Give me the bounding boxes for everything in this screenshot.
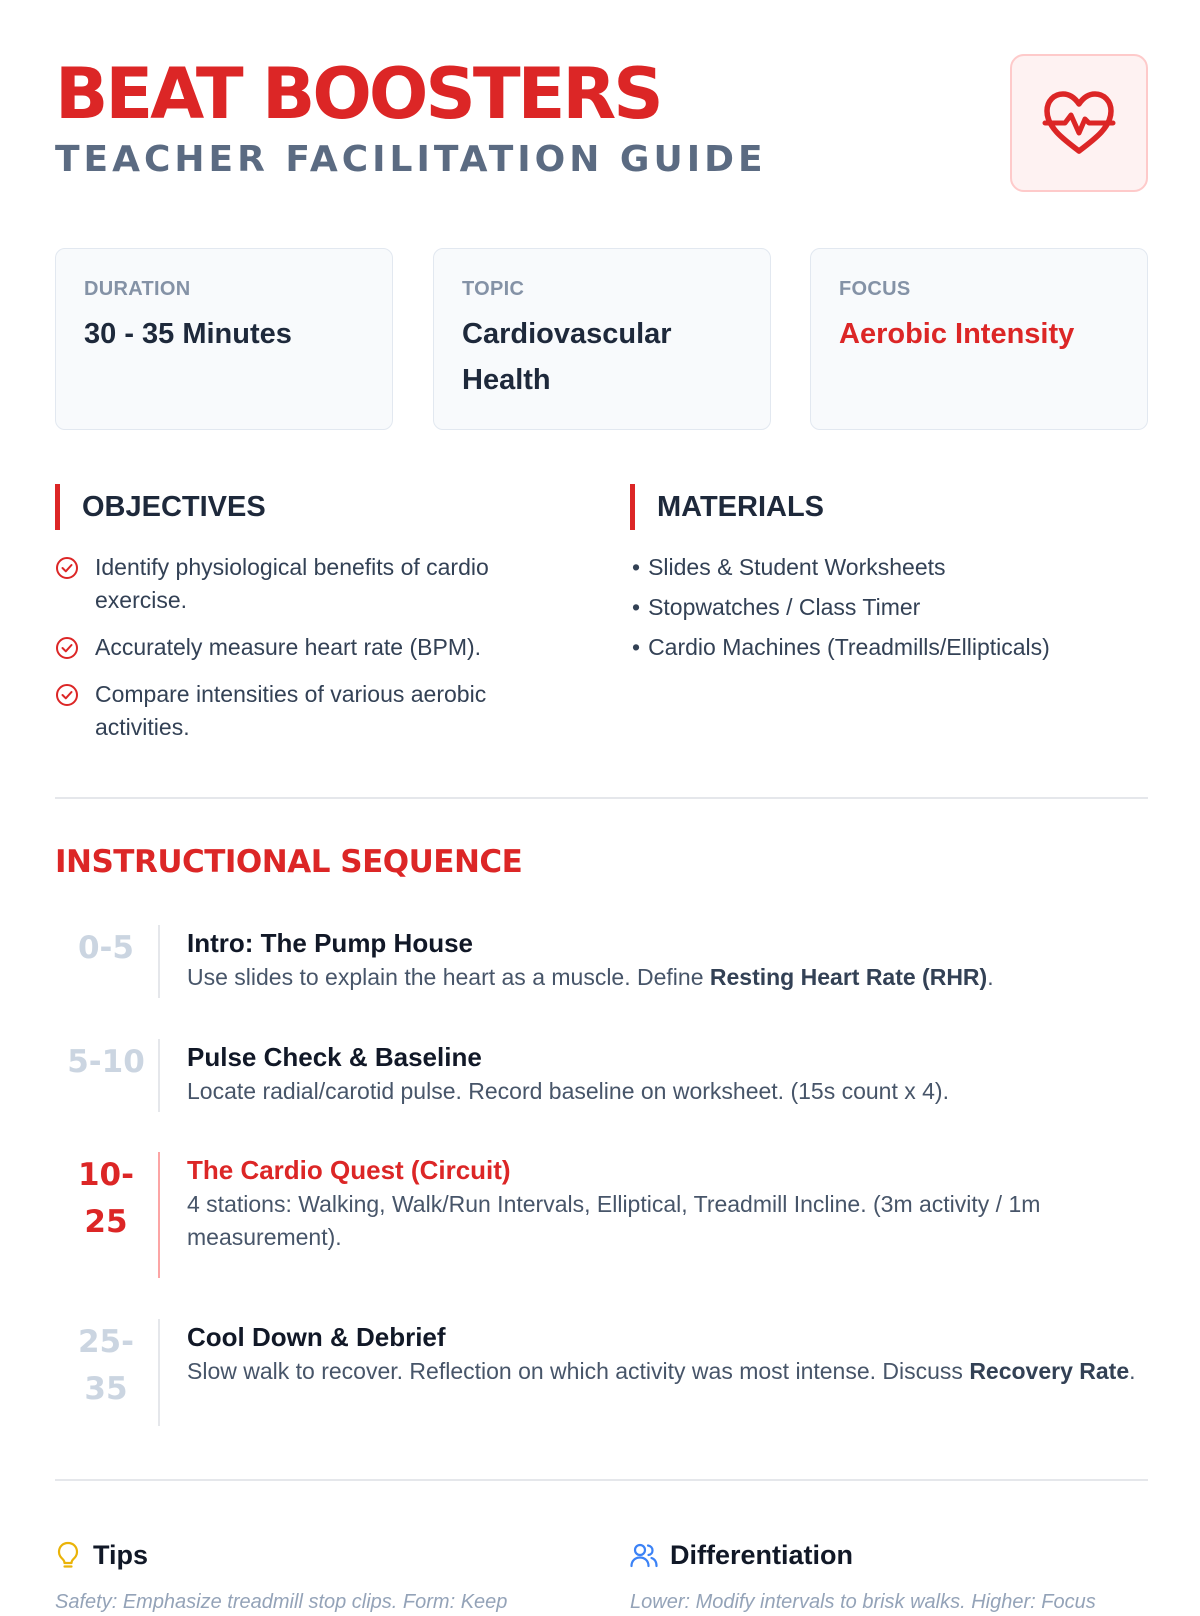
list-item [55, 631, 575, 664]
material-text: Cardio Machines (Treadmills/Ellipticals) [648, 634, 1050, 660]
sequence-step-active [55, 1152, 1148, 1278]
timeline-line [158, 1152, 160, 1278]
users-icon [630, 1542, 658, 1568]
list-item [632, 551, 1152, 584]
step-title: Cool Down & Debrief [187, 1322, 446, 1352]
logo-badge [1010, 54, 1148, 192]
sequence-step [55, 1319, 1148, 1426]
card-value: Aerobic Intensity [839, 318, 1075, 350]
bullet-icon: • [632, 594, 641, 620]
check-circle-icon [55, 683, 79, 707]
list-item [632, 591, 1152, 624]
bullet-icon: • [632, 634, 641, 660]
header [55, 52, 1148, 197]
step-description: Use slides to explain the heart as a muscle. Define Resting Heart Rate (RHR). [187, 964, 994, 990]
timeline-line [158, 925, 160, 998]
step-body [187, 1152, 1148, 1254]
sequence-heading: INSTRUCTIONAL SEQUENCE [55, 844, 523, 880]
objective-text: Accurately measure heart rate (BPM). [95, 634, 482, 660]
step-body [187, 1319, 1148, 1388]
step-time: 10- 25 [77, 1157, 134, 1240]
card-label: FOCUS [839, 278, 911, 300]
objective-text: Identify physiological benefits of cardio exercise. [95, 554, 489, 613]
step-title: The Cardio Quest (Circuit) [187, 1155, 511, 1185]
step-body [187, 925, 1148, 994]
tips-heading-text: Tips [93, 1540, 149, 1570]
timeline-line [158, 1039, 160, 1112]
list-item [55, 678, 575, 744]
material-text: Stopwatches / Class Timer [648, 594, 921, 620]
materials-heading: MATERIALS [630, 484, 824, 530]
bullet-icon: • [632, 554, 641, 580]
differentiation-heading-text: Differentiation [670, 1540, 854, 1570]
step-time: 25- 35 [77, 1324, 134, 1407]
tips-heading [55, 1535, 148, 1575]
info-cards [55, 248, 1148, 430]
material-text: Slides & Student Worksheets [648, 554, 946, 580]
differentiation-text: Lower: Modify intervals to brisk walks. Higher: Focus [630, 1591, 1096, 1613]
card-label: DURATION [84, 278, 191, 300]
check-circle-icon [55, 636, 79, 660]
list-item [55, 551, 575, 617]
step-time: 0-5 [77, 930, 134, 966]
check-circle-icon [55, 556, 79, 580]
step-description: Locate radial/carotid pulse. Record baseline on worksheet. (15s count x 4). [187, 1078, 949, 1104]
heart-pulse-icon [1041, 89, 1117, 157]
step-title: Intro: The Pump House [187, 928, 473, 958]
page-title: BEAT BOOSTERS [55, 53, 661, 135]
key-term: Resting Heart Rate (RHR) [709, 964, 988, 990]
card-value: Cardiovascular Health [462, 318, 672, 396]
key-term: Recovery Rate [969, 1358, 1130, 1384]
step-time: 5-10 [67, 1044, 145, 1080]
page-subtitle: TEACHER FACILITATION GUIDE [55, 139, 767, 180]
step-description: Slow walk to recover. Reflection on which activity was most intense. Discuss Recovery Rate. [187, 1358, 1136, 1384]
objective-text: Compare intensities of various aerobic activities. [95, 681, 487, 740]
differentiation-heading [630, 1535, 853, 1575]
step-description: 4 stations: Walking, Walk/Run Intervals, Elliptical, Treadmill Incline. (3m activity / 1m measurement). [187, 1191, 1041, 1250]
card-label: TOPIC [462, 278, 525, 300]
step-title: Pulse Check & Baseline [187, 1042, 482, 1072]
materials-list [632, 551, 1152, 671]
sequence-step [55, 925, 1148, 998]
topic-card [433, 248, 771, 430]
sequence-step [55, 1039, 1148, 1112]
objectives-heading: OBJECTIVES [55, 484, 266, 530]
divider [55, 797, 1148, 799]
timeline-line [158, 1319, 160, 1426]
divider [55, 1479, 1148, 1481]
duration-card [55, 248, 393, 430]
list-item [632, 631, 1152, 664]
card-value: 30 - 35 Minutes [84, 318, 292, 350]
tips-text: Safety: Emphasize treadmill stop clips. Form: Keep [55, 1591, 508, 1613]
step-body [187, 1039, 1148, 1108]
focus-card [810, 248, 1148, 430]
lightbulb-icon [55, 1540, 81, 1570]
objectives-list [55, 551, 575, 758]
